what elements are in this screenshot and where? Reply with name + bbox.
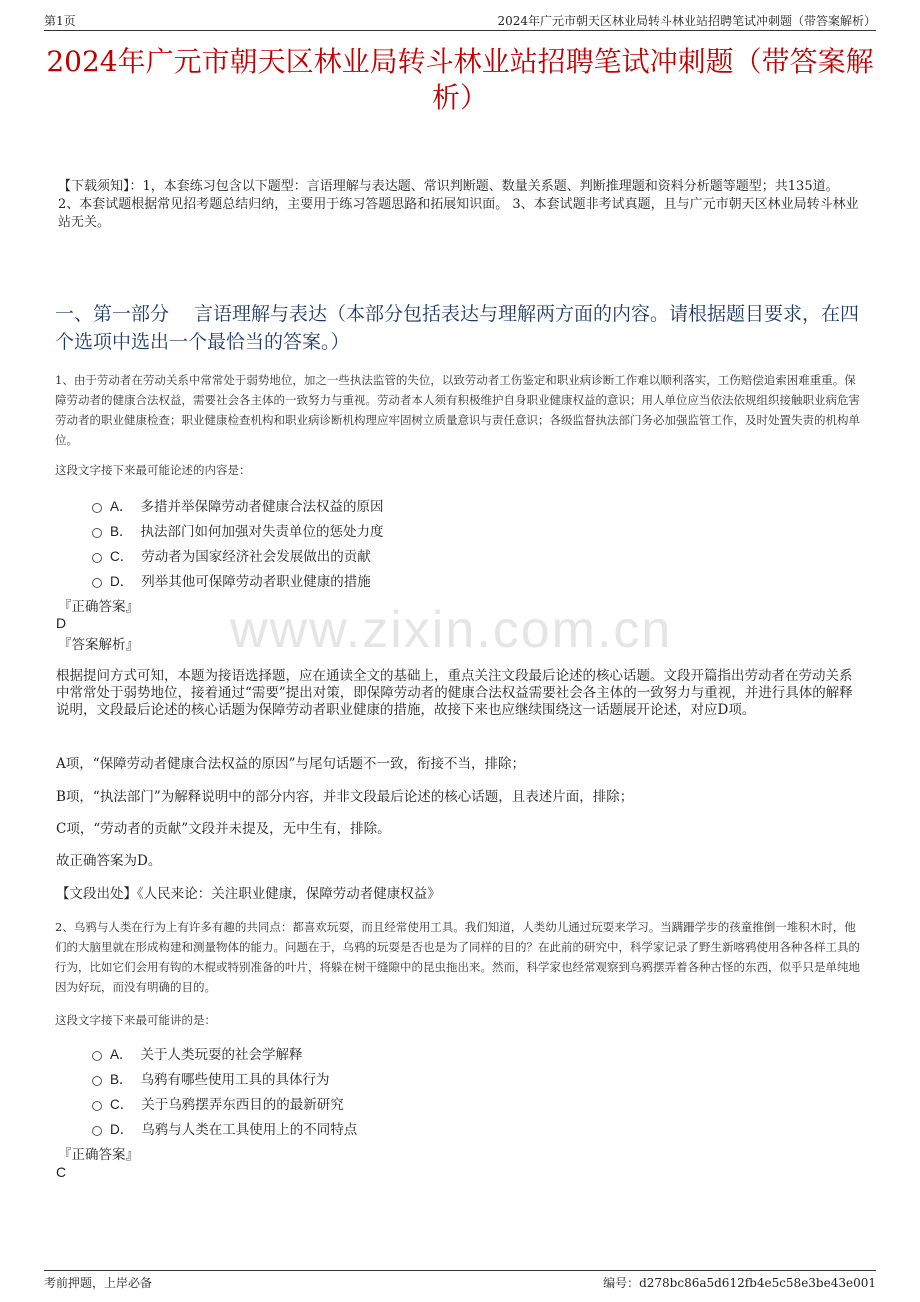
option-text: 执法部门如何加强对失责单位的惩处力度 [140, 523, 384, 540]
option-text: 乌鸦有哪些使用工具的具体行为 [140, 1071, 330, 1088]
section-heading: 一、第一部分 言语理解与表达（本部分包括表达与理解两方面的内容。请根据题目要求，在四个选项中选出一个最恰当的答案。） [55, 303, 860, 353]
option-b[interactable] [92, 1065, 357, 1090]
option-c[interactable] [92, 1090, 357, 1115]
option-letter: D． [110, 1121, 134, 1137]
option-text: 列举其他可保障劳动者职业健康的措施 [141, 573, 371, 590]
document-id: 编号：d278bc86a5d612fb4e5c58e3be43e001 [603, 1276, 876, 1290]
radio-icon[interactable] [92, 553, 102, 563]
option-letter: A． [110, 1046, 133, 1062]
document-title: 2024年广元市朝天区林业局转斗林业站招聘笔试冲刺题（带答案解析） [46, 45, 874, 114]
radio-icon[interactable] [92, 1101, 102, 1111]
option-letter: B． [110, 523, 133, 539]
analysis-label: 『答案解析』 [58, 637, 139, 653]
correct-answer: D [56, 615, 67, 631]
option-b[interactable] [92, 517, 384, 542]
option-letter: C． [110, 548, 134, 564]
radio-icon[interactable] [92, 503, 102, 513]
answer-label: 『正确答案』 [58, 599, 139, 615]
option-text: 乌鸦与人类在工具使用上的不同特点 [141, 1121, 358, 1138]
answer-label: 『正确答案』 [58, 1147, 139, 1163]
option-letter: D． [110, 573, 134, 589]
option-letter: B． [110, 1071, 133, 1087]
header-doc-title: 2024年广元市朝天区林业局转斗林业站招聘笔试冲刺题（带答案解析） [497, 14, 876, 28]
download-notice: 【下载须知】：1，本套练习包含以下题型：言语理解与表达题、常识判断题、数量关系题、判断推理题和资料分析题等题型；共135道。 2、本套试题根据常见招考题总结归纳，主要用于练习答题思路和拓展知识面。 3、本套试题非考试真题，且与广元市朝天区林业局转斗林业站无关。 [58, 179, 859, 230]
explanation-c: C项，“劳动者的贡献”文段并未提及，无中生有，排除。 [56, 821, 391, 837]
analysis-text: 根据提问方式可知，本题为接语选择题，应在通读全文的基础上，重点关注文段最后论述的核心话题。文段开篇指出劳动者在劳动关系中常常处于弱势地位，接着通过“需要”提出对策，即保障劳动者的健康合法权益需要社会各主体的一致努力与重视，并进行具体的解释说明，文段最后论述的核心话题为保障劳动者职业健康的措施，故接下来也应继续围绕这一话题展开论述，对应D项。 [56, 668, 853, 718]
option-text: 关于人类玩耍的社会学解释 [140, 1046, 303, 1063]
explanation-b: B项，“执法部门”为解释说明中的部分内容，并非文段最后论述的核心话题，且表述片面，排除； [56, 789, 634, 805]
question-2-options [92, 1040, 357, 1140]
question-2-prompt: 这段文字接下来最可能讲的是： [55, 1013, 216, 1027]
option-d[interactable] [92, 1115, 357, 1140]
question-1-prompt: 这段文字接下来最可能论述的内容是： [55, 463, 251, 477]
radio-icon[interactable] [92, 578, 102, 588]
option-letter: A． [110, 498, 133, 514]
footer-slogan: 考前押题，上岸必备 [44, 1276, 153, 1290]
correct-answer: C [56, 1164, 67, 1180]
option-text: 劳动者为国家经济社会发展做出的贡献 [141, 548, 371, 565]
option-letter: C． [110, 1096, 134, 1112]
page-footer [44, 1270, 876, 1291]
option-text: 多措并举保障劳动者健康合法权益的原因 [140, 498, 384, 515]
radio-icon[interactable] [92, 1076, 102, 1086]
page-number: 第1页 [44, 14, 76, 28]
option-a[interactable] [92, 492, 384, 517]
option-text: 关于乌鸦摆弄东西目的的最新研究 [141, 1096, 344, 1113]
question-1-options [92, 492, 384, 592]
radio-icon[interactable] [92, 528, 102, 538]
radio-icon[interactable] [92, 1051, 102, 1061]
explanation-a: A项，“保障劳动者健康合法权益的原因”与尾句话题不一致，衔接不当，排除； [56, 756, 526, 772]
conclusion: 故正确答案为D。 [56, 853, 162, 869]
question-1-text: 1、由于劳动者在劳动关系中常常处于弱势地位，加之一些执法监管的失位，以致劳动者工伤鉴定和职业病诊断工作难以顺利落实，工伤赔偿追索困难重重。保障劳动者的健康合法权益，需要社会各主体的一致努力与重视。劳动者本人须有积极维护自身职业健康权益的意识；用人单位应当依法依规组织接触职业病危害劳动者的职业健康检查；职业健康检查机构和职业病诊断机构理应牢固树立质量意识与责任意识；各级监督执法部门务必加强监管工作，及时处置失责的机构单位。 [55, 373, 860, 447]
page-header [44, 10, 876, 31]
option-c[interactable] [92, 542, 384, 567]
radio-icon[interactable] [92, 1126, 102, 1136]
watermark: www.zixin.com.cn [230, 601, 673, 659]
option-d[interactable] [92, 567, 384, 592]
question-2-text: 2、乌鸦与人类在行为上有许多有趣的共同点：都喜欢玩耍，而且经常使用工具。我们知道，人类幼儿通过玩耍来学习。当蹒跚学步的孩童推倒一堆积木时，他们的大脑里就在形成构建和测量物体的能力。问题在于，乌鸦的玩耍是否也是为了同样的目的？在此前的研究中，科学家记录了野生新喀鸦使用各种各样工具的行为，比如它们会用有钩的木棍或特别准备的叶片，将躲在树干缝隙中的昆虫拖出来。然而，科学家也经常观察到乌鸦摆弄着各种古怪的东西，似乎只是单纯地因为好玩，而没有明确的目的。 [55, 920, 860, 994]
option-a[interactable] [92, 1040, 357, 1065]
passage-source: 【文段出处】《人民来论：关注职业健康，保障劳动者健康权益》 [56, 886, 441, 902]
